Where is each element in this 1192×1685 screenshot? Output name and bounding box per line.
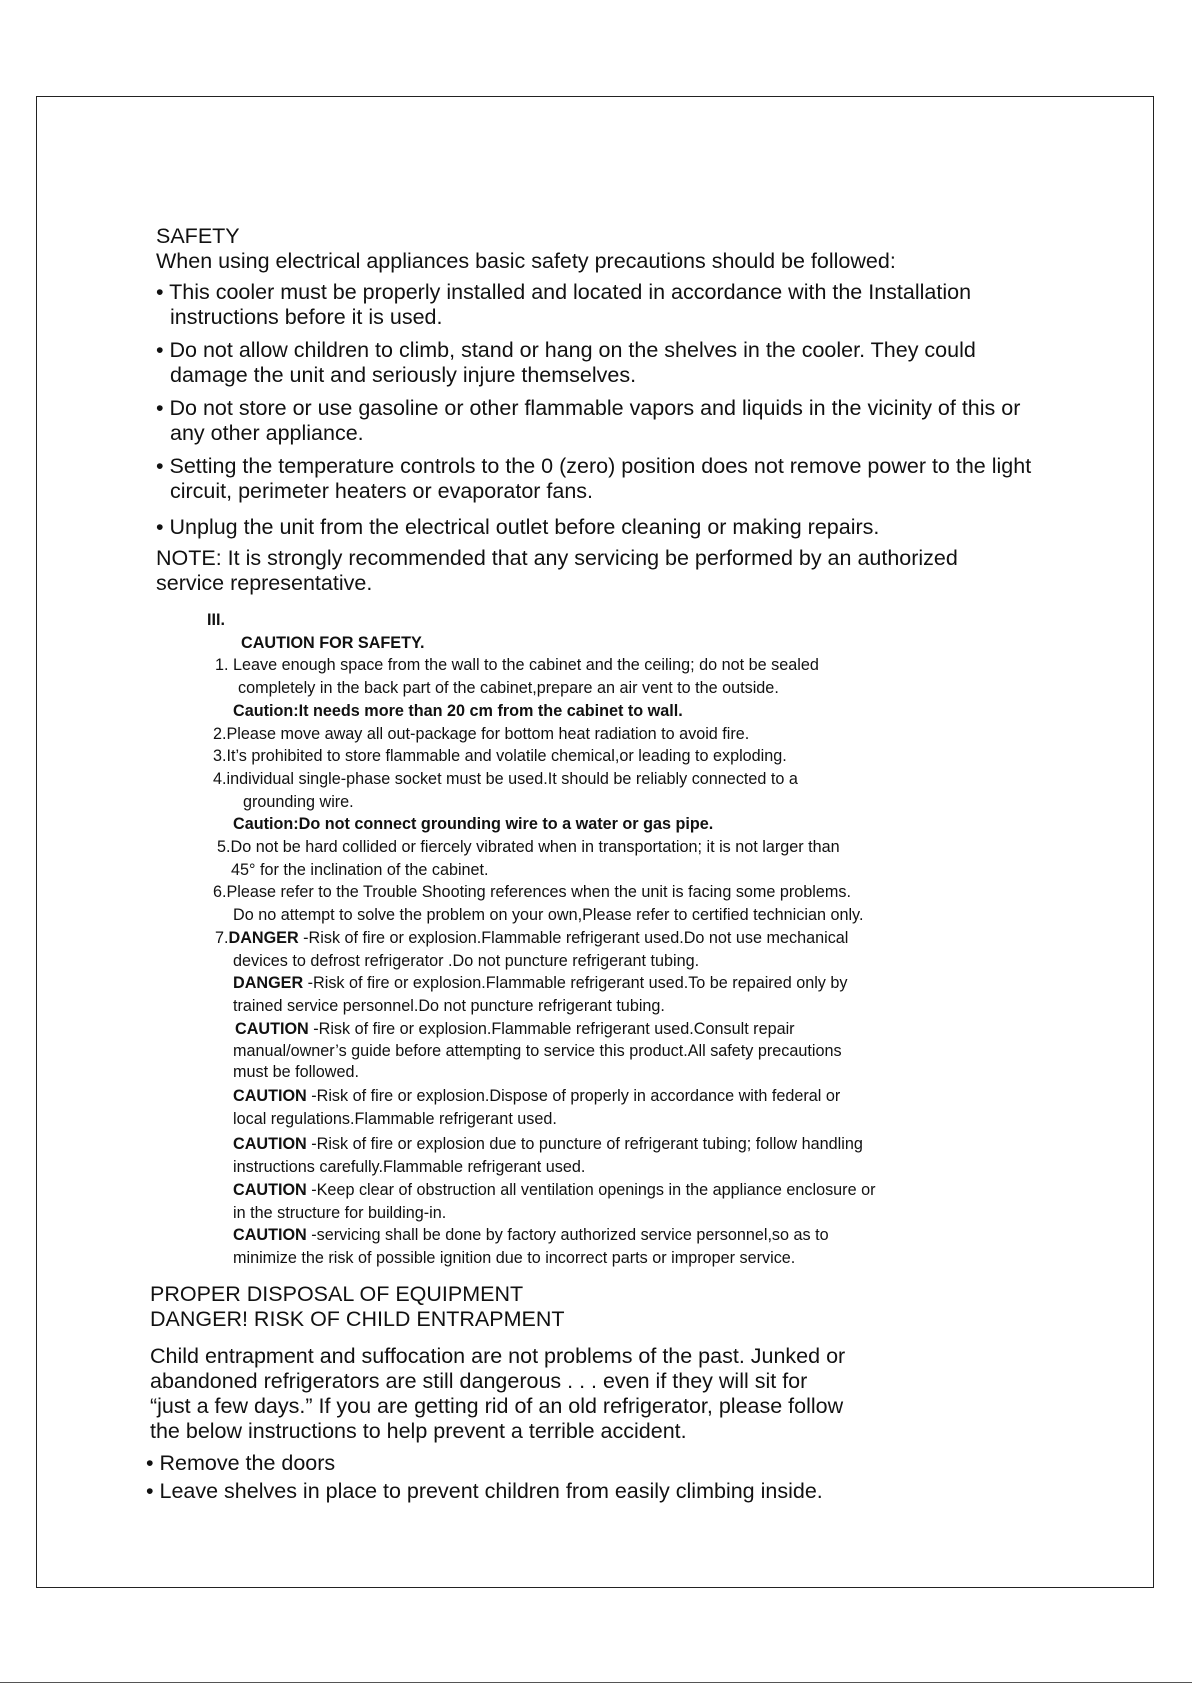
caution-section-number: III. [207, 611, 225, 629]
safety-title: SAFETY [156, 224, 240, 248]
caution-title: CAUTION FOR SAFETY. [241, 633, 425, 652]
caution-label: CAUTION [235, 1019, 309, 1038]
disposal-paragraph-line: abandoned refrigerators are still dangerous . . . even if they will sit for [150, 1369, 808, 1393]
caution-item: must be followed. [233, 1063, 359, 1082]
safety-intro: When using electrical appliances basic safety precautions should be followed: [156, 249, 896, 273]
caution-item: manual/owner’s guide before attempting to service this product.All safety precautions [233, 1042, 842, 1061]
caution-warning: Caution:It needs more than 20 cm from the cabinet to wall. [233, 701, 683, 720]
caution-warning: Caution:Do not connect grounding wire to a water or gas pipe. [233, 815, 714, 834]
disposal-title: PROPER DISPOSAL OF EQUIPMENT [150, 1282, 524, 1306]
caution-item [207, 1018, 997, 1041]
caution-item [207, 1085, 997, 1108]
caution-item: instructions carefully.Flammable refrigerant used. [233, 1158, 586, 1177]
caution-item: trained service personnel.Do not puncture refrigerant tubing. [233, 996, 665, 1015]
warning-text: -Risk of fire or explosion.Flammable refrigerant used.Do not use mechanical [298, 928, 849, 947]
safety-bullet: • Setting the temperature controls to the 0 (zero) position does not remove power to the light circuit, perimeter heaters or evaporator fans. [156, 454, 1032, 503]
disposal-section [146, 1282, 970, 1504]
page-bottom-rule [0, 1682, 1192, 1683]
caution-item: 45° for the inclination of the cabinet. [231, 860, 489, 879]
caution-item [207, 1179, 997, 1202]
disposal-bullet: • Remove the doors [146, 1451, 336, 1475]
caution-item [207, 972, 997, 995]
caution-item: grounding wire. [243, 792, 354, 811]
safety-bullet: • Do not store or use gasoline or other flammable vapors and liquids in the vicinity of this or any other appliance. [156, 396, 1021, 445]
disposal-danger: DANGER! RISK OF CHILD ENTRAPMENT [150, 1307, 565, 1331]
caution-item: in the structure for building-in. [233, 1203, 447, 1222]
caution-item: devices to defrost refrigerator .Do not puncture refrigerant tubing. [233, 951, 700, 970]
safety-note: NOTE: It is strongly recommended that any servicing be performed by an authorized service representative. [156, 546, 958, 595]
caution-item: completely in the back part of the cabinet,prepare an air vent to the outside. [238, 679, 779, 698]
caution-item [207, 927, 997, 950]
safety-bullet: • This cooler must be properly installed and located in accordance with the Installation instructions before it is used. [156, 280, 972, 329]
caution-item: 5.Do not be hard collided or fiercely vibrated when in transportation; it is not larger than [217, 838, 840, 857]
safety-section [156, 224, 1056, 596]
caution-item: minimize the risk of possible ignition due to incorrect parts or improper service. [233, 1248, 796, 1267]
warning-text: -servicing shall be done by factory authorized service personnel,so as to [306, 1226, 829, 1245]
caution-item: local regulations.Flammable refrigerant used. [233, 1109, 557, 1128]
item-number: 7. [215, 928, 229, 947]
warning-text: -Risk of fire or explosion.Flammable refrigerant used.To be repaired only by [303, 974, 848, 993]
caution-label: CAUTION [233, 1180, 307, 1199]
disposal-paragraph-line: the below instructions to help prevent a terrible accident. [150, 1419, 687, 1443]
caution-label: CAUTION [233, 1135, 307, 1154]
caution-item: 4.individual single-phase socket must be used.It should be reliably connected to a [213, 769, 798, 788]
caution-label: CAUTION [233, 1087, 307, 1106]
caution-item: 1. Leave enough space from the wall to the cabinet and the ceiling; do not be sealed [215, 656, 819, 675]
caution-item: 6.Please refer to the Trouble Shooting references when the unit is facing some problems. [213, 883, 851, 902]
caution-item: Do no attempt to solve the problem on your own,Please refer to certified technician only. [233, 906, 864, 925]
caution-item [207, 1133, 997, 1156]
caution-item: 2.Please move away all out-package for bottom heat radiation to avoid fire. [213, 724, 750, 743]
safety-bullet: • Do not allow children to climb, stand or hang on the shelves in the cooler. They could damage the unit and seriously injure themselves. [156, 338, 976, 387]
danger-label: DANGER [228, 928, 299, 947]
warning-text: -Risk of fire or explosion due to puncture of refrigerant tubing; follow handling [306, 1135, 863, 1154]
caution-label: CAUTION [233, 1226, 307, 1245]
warning-text: -Risk of fire or explosion.Dispose of properly in accordance with federal or [306, 1087, 841, 1106]
caution-section [207, 609, 997, 1270]
danger-label: DANGER [233, 974, 304, 993]
safety-bullet: • Unplug the unit from the electrical outlet before cleaning or making repairs. [156, 515, 880, 539]
warning-text: -Keep clear of obstruction all ventilation openings in the appliance enclosure or [306, 1180, 876, 1199]
caution-item: 3.It’s prohibited to store flammable and volatile chemical,or leading to exploding. [213, 747, 787, 766]
warning-text: -Risk of fire or explosion.Flammable refrigerant used.Consult repair [308, 1019, 795, 1038]
disposal-paragraph-line: Child entrapment and suffocation are not problems of the past. Junked or [150, 1344, 846, 1368]
caution-item [207, 1224, 997, 1247]
disposal-bullet: • Leave shelves in place to prevent children from easily climbing inside. [146, 1479, 823, 1503]
disposal-paragraph-line: “just a few days.” If you are getting rid of an old refrigerator, please follow [150, 1394, 844, 1418]
